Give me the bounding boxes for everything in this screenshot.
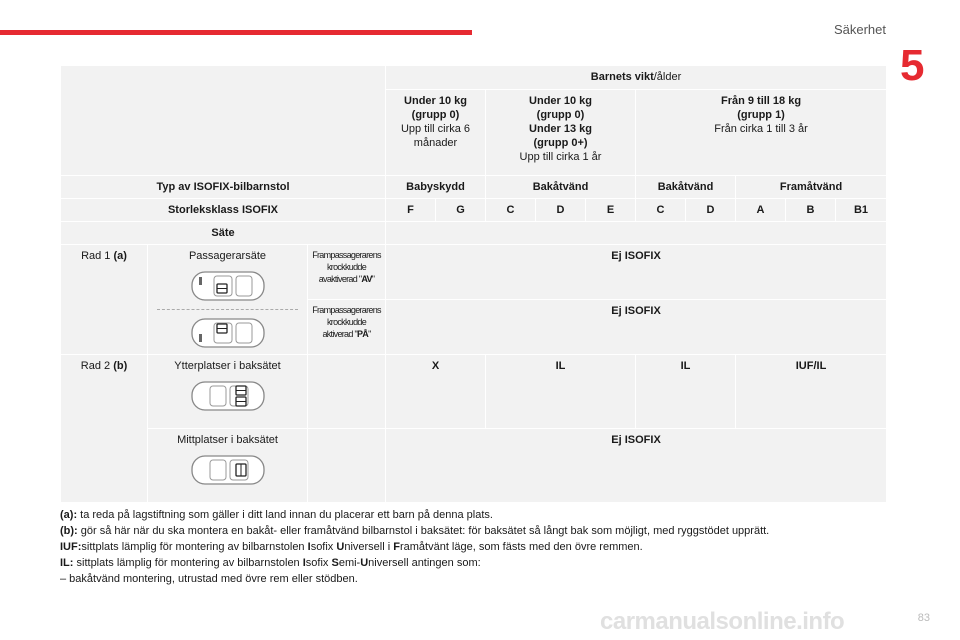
size-class: B (786, 199, 836, 222)
size-class: D (536, 199, 586, 222)
row2-middle-blank (308, 429, 386, 503)
type-framatvand: Framåtvänd (736, 176, 887, 199)
airbag-off-cell: Frampassagerarens krockkudde avaktiverad "AV" (308, 245, 386, 300)
type-label: Typ av ISOFIX-bilbarnstol (61, 176, 386, 199)
row1-seat-cell (148, 245, 308, 355)
accent-bar (0, 30, 472, 35)
row2-outer-seat-cell (148, 355, 308, 429)
size-class: C (636, 199, 686, 222)
group-1-header: Från 9 till 18 kg (grupp 1) Från cirka 1 till 3 år (636, 90, 887, 176)
row2-middle-seat-cell (148, 429, 308, 503)
note-il: IL: sittplats lämplig för montering av bilbarnstolen Isofix Semi-Universell antingen som: (60, 557, 481, 569)
group-0-header: Under 10 kg (grupp 0) Upp till cirka 6 månader (386, 90, 486, 176)
isofix-table (60, 65, 887, 503)
size-class: F (386, 199, 436, 222)
car-seat-diagram-icon (190, 453, 266, 487)
type-babyskydd: Babyskydd (386, 176, 486, 199)
type-bakatvand-2: Bakåtvänd (636, 176, 736, 199)
middle-seat-label: Mittplatser i baksätet (177, 434, 278, 446)
row2-middle-value: Ej ISOFIX (386, 429, 887, 503)
outer-seat-label: Ytterplatser i baksätet (174, 360, 281, 372)
note-b: (b): gör så här när du ska montera en bakåt- eller framåtvänd bilbarnstol i baksätet: för baksätet så långt bak som möjligt, med ryggstödet upprätt. (60, 525, 770, 537)
seat-label-blank (386, 222, 887, 245)
note-dash: – bakåtvänd montering, utrustad med övre rem eller stödben. (60, 573, 358, 585)
blank-corner-cell (61, 66, 386, 176)
row1-airbag-on-value: Ej ISOFIX (386, 300, 887, 355)
note-a: (a): ta reda på lagstiftning som gäller i ditt land innan du placerar ett barn på denna plats. (60, 509, 493, 521)
seat-label: Säte (61, 222, 386, 245)
group-0plus-header: Under 10 kg (grupp 0) Under 13 kg (grupp 0+) Upp till cirka 1 år (486, 90, 636, 176)
passenger-seat-label: Passagerarsäte (188, 250, 267, 262)
footnotes (60, 507, 900, 587)
size-class: G (436, 199, 486, 222)
row2-label: Rad 2 (b) (61, 355, 148, 503)
type-bakatvand-1: Bakåtvänd (486, 176, 636, 199)
car-seat-diagram-icon (190, 379, 266, 413)
size-class: E (586, 199, 636, 222)
size-class: D (686, 199, 736, 222)
airbag-on-cell: Frampassagerarens krockkudde aktiverad "PÅ" (308, 300, 386, 355)
page-number: 83 (917, 612, 930, 624)
car-seat-diagram-icon (190, 316, 266, 350)
size-class: C (486, 199, 536, 222)
outer-value: X (386, 355, 486, 429)
outer-value: IL (486, 355, 636, 429)
car-seat-diagram-icon (190, 269, 266, 303)
size-label: Storleksklass ISOFIX (61, 199, 386, 222)
outer-value: IL (636, 355, 736, 429)
note-iuf: IUF:sittplats lämplig för montering av bilbarnstolen Isofix Universell i Framåtvänt läge, som fästs med den övre remmen. (60, 541, 643, 553)
row1-airbag-off-value: Ej ISOFIX (386, 245, 887, 300)
watermark: carmanualsonline.info (600, 608, 845, 635)
row1-label: Rad 1 (a) (61, 245, 148, 355)
age-header: Barnets vikt/ålder (386, 66, 887, 90)
size-class: A (736, 199, 786, 222)
outer-value: IUF/IL (736, 355, 887, 429)
section-title: Säkerhet (833, 22, 886, 37)
chapter-number: 5 (900, 41, 925, 90)
row2-outer-blank (308, 355, 386, 429)
size-class: B1 (836, 199, 887, 222)
